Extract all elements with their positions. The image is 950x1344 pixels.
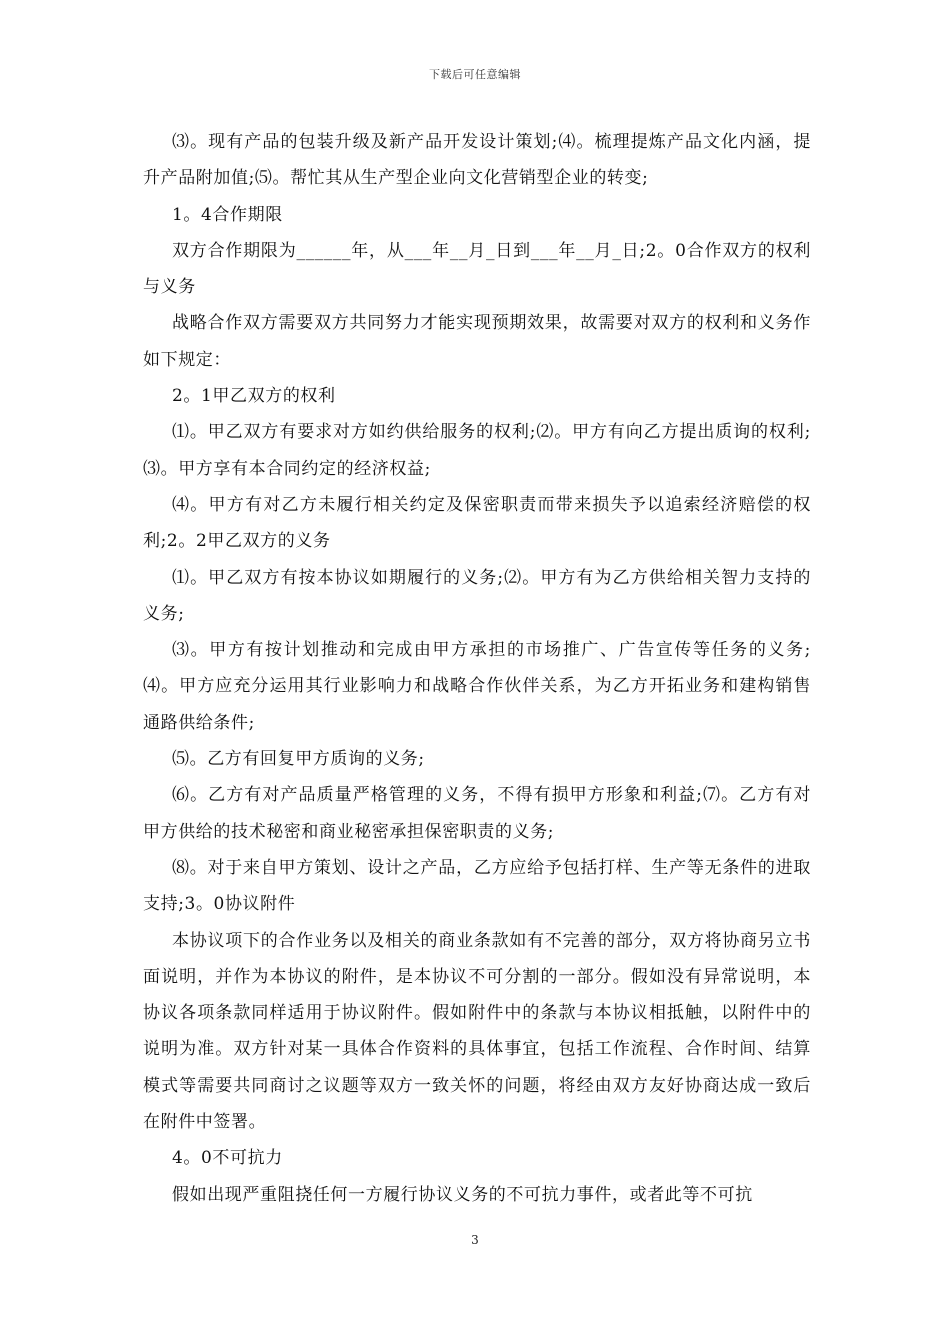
- document-body: [143, 124, 811, 1213]
- page-header: 下载后可任意编辑: [429, 68, 521, 81]
- paragraph: ⑷。甲方有对乙方未履行相关约定及保密职责而带来损失予以追索经济赔偿的权利;2。2甲乙双方的义务: [143, 494, 811, 552]
- paragraph: ⑶。甲方有按计划推动和完成由甲方承担的市场推广、广告宣传等任务的义务;⑷。甲方应充分运用其行业影响力和战略合作伙伴关系，为乙方开拓业务和建构销售通路供给条件;: [143, 640, 811, 733]
- paragraph: 本协议项下的合作业务以及相关的商业条款如有不完善的部分，双方将协商另立书面说明，并作为本协议的附件，是本协议不可分割的一部分。假如没有异常说明，本协议各项条款同样适用于协议附件。假如附件中的条款与本协议相抵触，以附件中的说明为准。双方针对某一具体合作资料的具体事宜，包括工作流程、合作时间、结算模式等需要共同商讨之议题等双方一致关怀的问题，将经由双方友好协商达成一致后在附件中签署。: [143, 930, 811, 1133]
- paragraph: 假如出现严重阻挠任何一方履行协议义务的不可抗力事件，或者此等不可抗: [172, 1184, 753, 1205]
- paragraph: ⑴。甲乙双方有按本协议如期履行的义务;⑵。甲方有为乙方供给相关智力支持的义务;: [143, 567, 811, 624]
- paragraph: ⑻。对于来自甲方策划、设计之产品，乙方应给予包括打样、生产等无条件的进取支持;3。0协议附件: [143, 857, 811, 915]
- paragraph: ⑶。现有产品的包装升级及新产品开发设计策划;⑷。梳理提炼产品文化内涵，提升产品附加值;⑸。帮忙其从生产型企业向文化营销型企业的转变;: [143, 132, 811, 189]
- paragraph: 双方合作期限为______年，从___年__月_日到___年__月_日;2。0合作双方的权利与义务: [143, 240, 811, 298]
- paragraph: 战略合作双方需要双方共同努力才能实现预期效果，故需要对双方的权利和义务作如下规定：: [143, 313, 811, 370]
- section-heading: 4。0不可抗力: [172, 1148, 283, 1169]
- paragraph: ⑸。乙方有回复甲方质询的义务;: [172, 749, 425, 770]
- section-heading: 2。1甲乙双方的权利: [172, 386, 336, 407]
- paragraph: ⑹。乙方有对产品质量严格管理的义务，不得有损甲方形象和利益;⑺。乙方有对甲方供给的技术秘密和商业秘密承担保密职责的义务;: [143, 785, 811, 842]
- section-heading: 1。4合作期限: [172, 204, 283, 225]
- paragraph: ⑴。甲乙双方有要求对方如约供给服务的权利;⑵。甲方有向乙方提出质询的权利;⑶。甲方享有本合同约定的经济权益;: [143, 422, 811, 479]
- page-number: 3: [471, 1233, 479, 1247]
